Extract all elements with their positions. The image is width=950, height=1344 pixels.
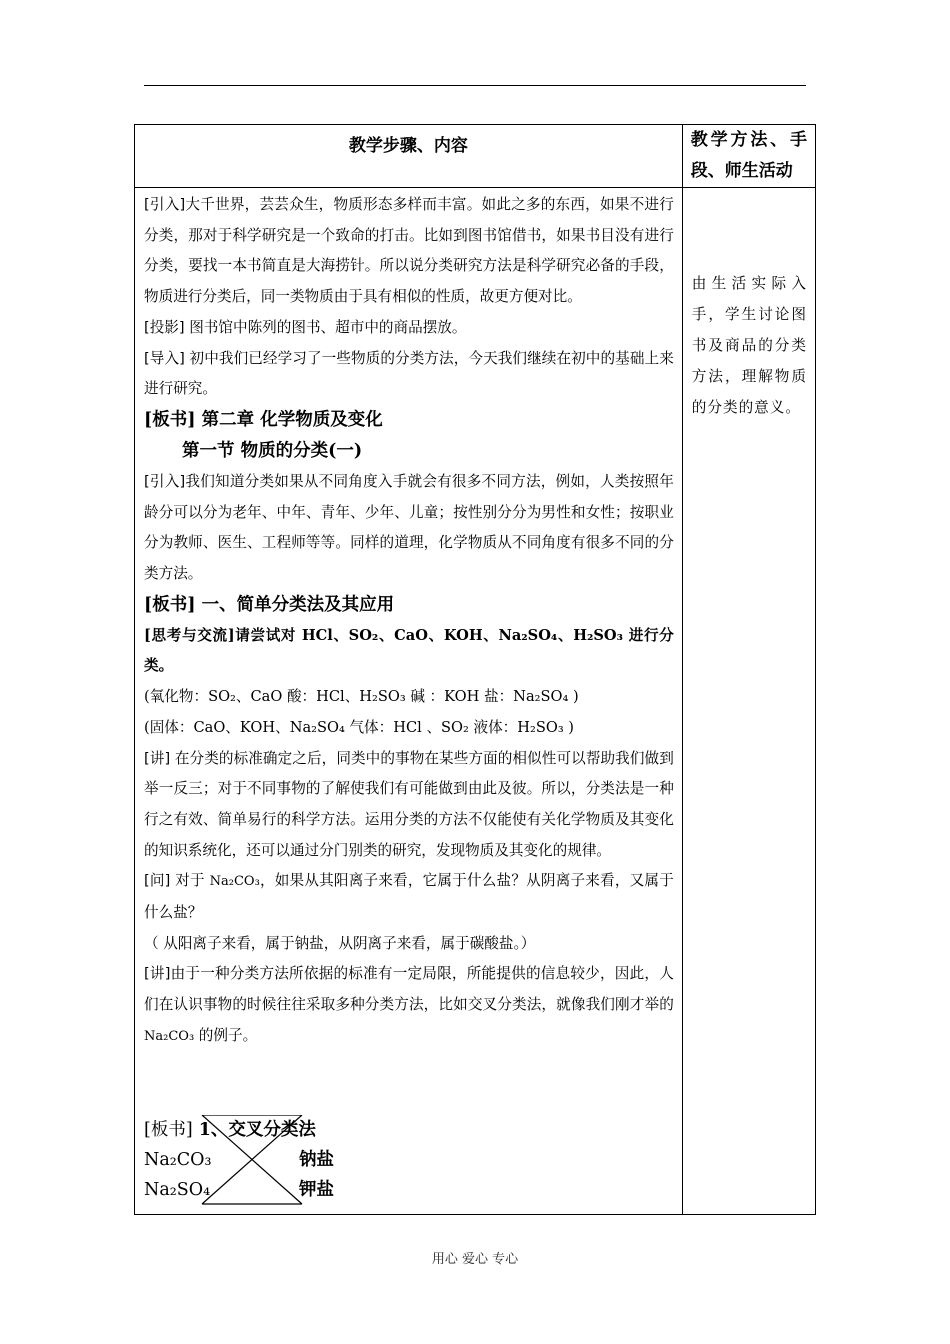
cross-right-2: 钾盐 bbox=[299, 1179, 334, 1200]
board-chapter-title: [板书] 第二章 化学物质及变化 bbox=[144, 409, 383, 430]
cross-left-1: Na₂CO₃ bbox=[144, 1149, 212, 1170]
intro-paragraph: [引入]大千世界，芸芸众生，物质形态多样而丰富。如此之多的东西，如果不进行分类，那对于科学研究是一个致命的打击。比如到图书馆借书，如果书目没有进行分类，要找一本书简直是大海捞针。所以说分类研究方法是科学研究必备的手段，物质进行分类后，同一类物质由于具有相似的性质，故更方便对比。 bbox=[144, 196, 674, 306]
page-footer: 用心 爱心 专心 bbox=[431, 1252, 519, 1267]
board-cross-title: [板书] 1、交叉分类法 bbox=[144, 1119, 316, 1140]
spacer bbox=[144, 1053, 674, 1115]
lecture-paragraph: [讲] 在分类的标准确定之后，同类中的事物在某些方面的相似性可以帮助我们做到举一反三；对于不同事物的了解使我们有可能做到由此及彼。所以，分类法是一种行之有效、简单易行的科学方法。运用分类的方法不仅能使有关化学物质及其变化的知识系统化，还可以通过分门别类的研究，发现物质及其变化的规律。 bbox=[144, 749, 674, 859]
methods-content: 由生活实际入手，学生讨论图书及商品的分类方法，理解物质的分类的意义。 bbox=[682, 188, 815, 1215]
question-paragraph: [问] 对于 Na₂CO₃，如果从其阳离子来看，它属于什么盐？从阴离子来看，又属于什么盐？ bbox=[144, 872, 674, 922]
cross-right-1: 钠盐 bbox=[299, 1149, 334, 1170]
header-rule bbox=[144, 85, 806, 86]
lecture2-paragraph: [讲]由于一种分类方法所依据的标准有一定局限，所能提供的信息较少，因此，人们在认识事物的时候往往采取多种分类方法，比如交叉分类法，就像我们刚才举的 Na₂CO₃ 的例子。 bbox=[144, 965, 674, 1044]
section-title: 第一节 物质的分类(一) bbox=[182, 440, 363, 461]
lead-in-paragraph: [导入] 初中我们已经学习了一些物质的分类方法，今天我们继续在初中的基础上来进行研究。 bbox=[144, 349, 674, 398]
answer-line-2: (固体：CaO、KOH、Na₂SO₄ 气体：HCl 、SO₂ 液体：H₂SO₃ ) bbox=[144, 718, 574, 736]
question-answer: （ 从阳离子来看，属于钠盐，从阴离子来看，属于碳酸盐。） bbox=[144, 934, 536, 952]
answer-line-1: (氧化物：SO₂、CaO 酸：HCl、H₂SO₃ 碱 ：KOH 盐：Na₂SO₄ ) bbox=[144, 688, 579, 706]
cross-left-2: Na₂SO₄ bbox=[144, 1179, 211, 1200]
intro2-paragraph: [引入]我们知道分类如果从不同角度入手就会有很多不同方法，例如，人类按照年龄分可以分为老年、中年、青年、少年、儿童；按性别分分为男性和女性；按职业分为教师、医生、工程师等等。同样的道理，化学物质从不同角度有很多不同的分类方法。 bbox=[144, 472, 674, 583]
think-exchange: [思考与交流]请尝试对 HCl、SO₂、CaO、KOH、Na₂SO₄、H₂SO₃ 进行分类。 bbox=[144, 626, 674, 675]
col-methods-header: 教学方法、手段、师生活动 bbox=[682, 125, 815, 188]
col-steps-header: 教学步骤、内容 bbox=[135, 125, 683, 188]
projection-paragraph: [投影] 图书馆中陈列的图书、超市中的商品摆放。 bbox=[144, 318, 467, 336]
lesson-table bbox=[134, 124, 816, 1215]
board-subtitle: [板书] 一、简单分类法及其应用 bbox=[144, 594, 395, 615]
cross-classification-diagram bbox=[144, 1115, 674, 1207]
steps-content bbox=[135, 188, 683, 1215]
